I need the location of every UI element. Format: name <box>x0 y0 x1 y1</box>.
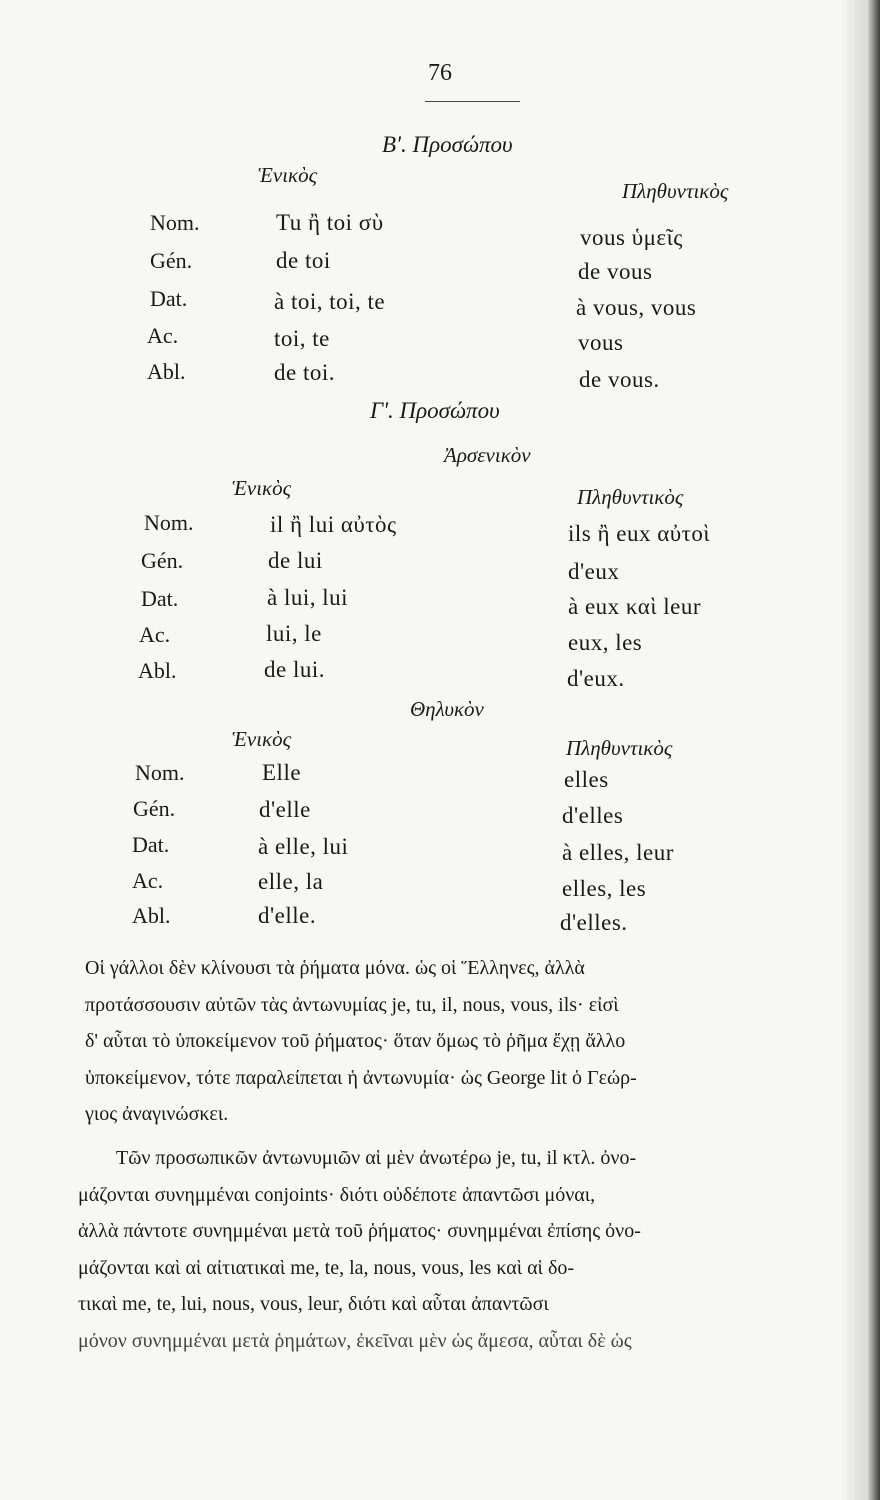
section-b-singular-header: Ἑνικὸς <box>258 163 318 187</box>
section-b-plural-form: de vous <box>578 259 653 284</box>
section-b-singular-form: à toi, toi, te <box>274 289 386 314</box>
masculine-case-label: Nom. <box>144 510 194 535</box>
feminine-case-label: Nom. <box>135 760 185 785</box>
masculine-case-label: Gén. <box>141 548 184 573</box>
masculine-plural-header: Πληθυντικὸς <box>577 485 684 509</box>
section-b-plural-form: à vous, vous <box>576 295 697 320</box>
masculine-case-label: Abl. <box>138 658 177 683</box>
section-b-plural-form: vous <box>578 330 624 355</box>
paragraph-2-line: Τῶν προσωπικῶν ἀντωνυμιῶν αἱ μὲν ἀνωτέρω je, tu, il κτλ. ὀνο- <box>116 1147 637 1169</box>
feminine-case-label: Ac. <box>132 868 164 893</box>
paragraph-1 <box>85 950 825 1133</box>
masculine-singular-form: de lui. <box>264 657 325 682</box>
feminine-singular-form: d'elle <box>259 797 311 822</box>
paragraph-1-line: ὑποκείμενον, τότε παραλείπεται ἡ ἀντωνυμία· ὡς George lit ὁ Γεώρ- <box>85 1066 637 1089</box>
section-b-singular-form: de toi <box>276 248 331 273</box>
section-b-case-label: Gén. <box>150 248 193 273</box>
masculine-singular-form: de lui <box>268 548 323 573</box>
feminine-singular-form: à elle, lui <box>258 834 349 859</box>
masculine-plural-form: d'eux <box>568 559 620 584</box>
section-c-title: Γ'. Προσώπου <box>370 398 500 423</box>
section-b-plural-header: Πληθυντικὸς <box>622 179 729 203</box>
paragraph-1-line: γιος ἀναγινώσκει. <box>85 1103 229 1125</box>
section-b-singular-form: de toi. <box>274 360 335 385</box>
paragraph-2-line: τικαὶ me, te, lui, nous, vous, leur, διότι καὶ αὗται ἀπαντῶσι <box>78 1293 549 1315</box>
feminine-singular-header: Ἑνικὸς <box>232 727 292 751</box>
section-b-plural-form: de vous. <box>579 367 660 392</box>
section-b-case-label: Nom. <box>150 210 200 235</box>
paragraph-1-line: προτάσσουσιν αὐτῶν τὰς ἀντωνυμίας je, tu, il, nous, vous, ils· εἰσὶ <box>85 993 619 1016</box>
feminine-plural-form: d'elles <box>562 803 624 828</box>
feminine-plural-form: elles, les <box>562 876 647 901</box>
feminine-plural-form: elles <box>564 767 609 792</box>
section-b-singular-form: toi, te <box>274 326 330 351</box>
section-b-title: Β'. Προσώπου <box>382 132 513 157</box>
section-b-case-label: Abl. <box>147 359 186 384</box>
masculine-plural-form: ils ἢ eux αὐτοὶ <box>568 521 711 546</box>
feminine-singular-form: elle, la <box>258 869 324 894</box>
feminine-title: Θηλυκὸν <box>410 697 484 721</box>
paragraph-2-line: ἀλλὰ πάντοτε συνημμέναι μετὰ τοῦ ῥήματος· συνημμέναι ἐπίσης ὀνο- <box>78 1220 641 1242</box>
feminine-plural-form: d'elles. <box>560 910 628 935</box>
masculine-case-label: Dat. <box>141 586 179 611</box>
section-b-case-label: Ac. <box>147 323 179 348</box>
masculine-singular-form: à lui, lui <box>267 585 349 610</box>
feminine-case-label: Abl. <box>132 903 171 928</box>
section-b-singular-form: Tu ἢ toi σὺ <box>276 210 384 235</box>
paragraph-2-line: μόνον συνημμέναι μετὰ ῥημάτων, ἐκεῖναι μὲν ὡς ἄμεσα, αὗται δὲ ὡς <box>78 1329 632 1352</box>
masculine-singular-form: il ἢ lui αὐτὸς <box>270 512 397 537</box>
paragraph-2-line: μάζονται συνημμέναι conjoints· διότι οὐδέποτε ἀπαντῶσι μόναι, <box>78 1183 596 1206</box>
paragraph-1-line: δ' αὗται τὸ ὑποκείμενον τοῦ ῥήματος· ὅταν ὅμως τὸ ῥῆμα ἔχῃ ἄλλο <box>85 1030 626 1052</box>
masculine-singular-header: Ἑνικὸς <box>232 476 292 500</box>
feminine-plural-header: Πληθυντικὸς <box>566 736 673 760</box>
feminine-case-label: Gén. <box>133 796 176 821</box>
page-number-rule <box>425 101 520 102</box>
masculine-plural-form: eux, les <box>568 630 643 655</box>
page-edge <box>866 0 880 1500</box>
page-number: 76 <box>428 60 452 86</box>
masculine-plural-form: à eux καὶ leur <box>568 594 702 619</box>
page-gutter-shadow <box>840 0 866 1500</box>
feminine-singular-form: d'elle. <box>258 903 317 928</box>
section-b-case-label: Dat. <box>150 286 188 311</box>
feminine-singular-form: Elle <box>262 760 302 785</box>
paragraph-1-line: Οἱ γάλλοι δὲν κλίνουσι τὰ ῥήματα μόνα. ὡς οἱ Ἕλληνες, ἀλλὰ <box>85 957 585 979</box>
masculine-title: Ἀρσενικὸν <box>444 443 531 467</box>
masculine-case-label: Ac. <box>139 622 171 647</box>
masculine-singular-form: lui, le <box>266 621 322 646</box>
paragraph-2 <box>78 1140 823 1359</box>
masculine-plural-form: d'eux. <box>567 666 625 691</box>
feminine-case-label: Dat. <box>132 832 170 857</box>
feminine-plural-form: à elles, leur <box>562 840 674 865</box>
section-b-plural-form: vous ὑμεῖς <box>580 225 683 250</box>
paragraph-2-line: μάζονται καὶ αἱ αἰτιατικαὶ me, te, la, nous, vous, les καὶ αἱ δο- <box>78 1256 575 1279</box>
